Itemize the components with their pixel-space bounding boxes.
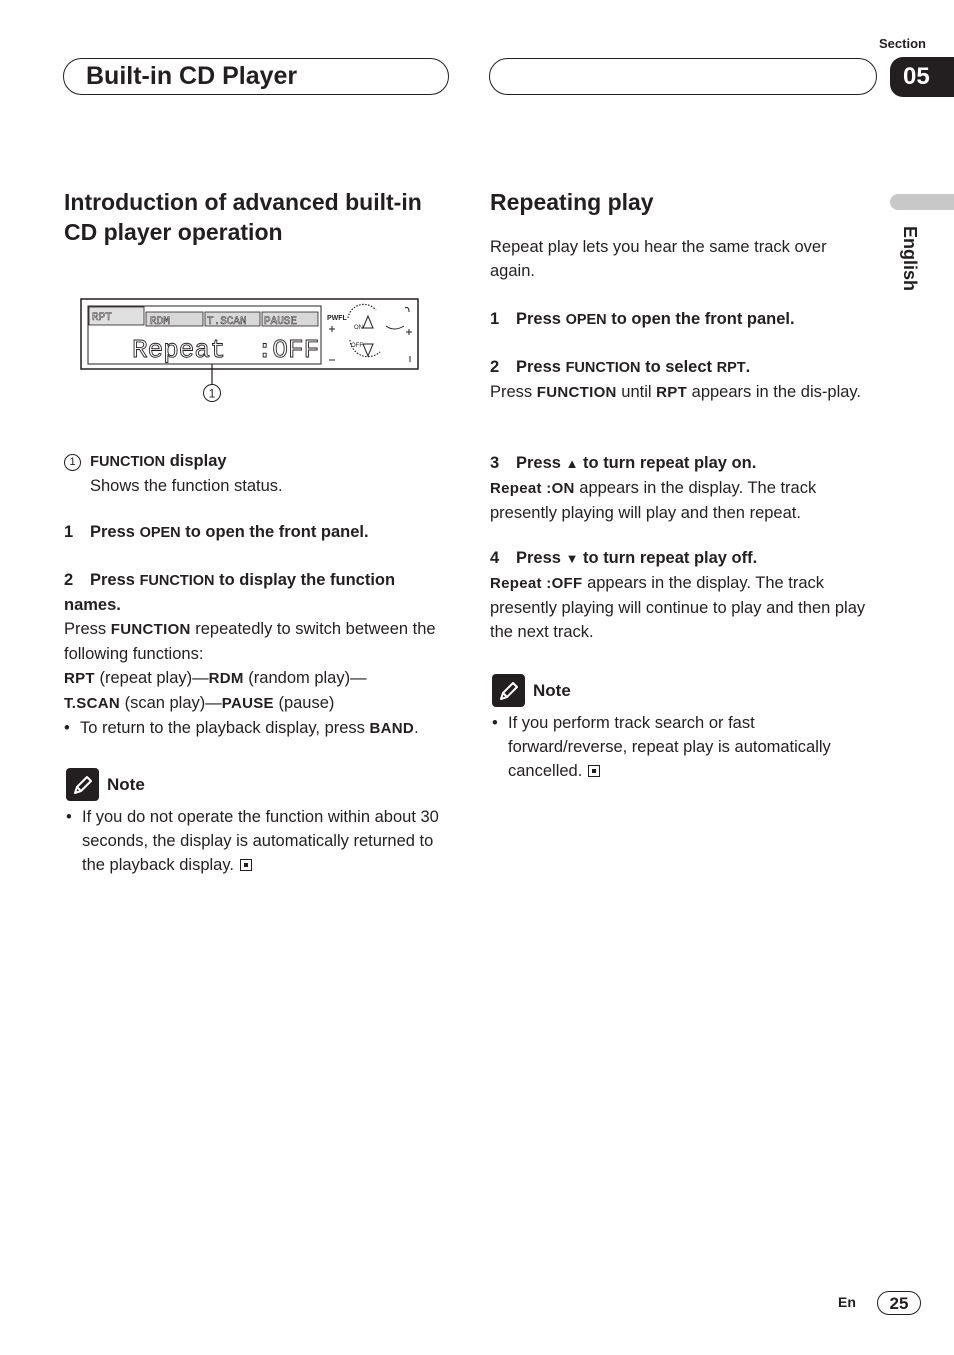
return-bullet-post: . [414,719,419,737]
note-pencil-icon [492,674,525,707]
note-pencil-icon [66,768,99,801]
right-step-4-num: 4 [490,549,500,567]
right-step-3-post: to turn repeat play on. [583,454,757,472]
indicator-rdm: RDM [150,316,170,328]
left-step-1 [64,520,454,545]
function-pause-desc: (pause) [278,694,335,712]
right-step-4-body-key: Repeat :OFF [490,575,583,592]
right-step-3-body-key: Repeat :ON [490,480,575,497]
down-arrow-icon: ▼ [565,551,579,566]
right-step-1-pre: Press [516,310,561,328]
right-note-text: If you perform track search or fast forward/reverse, repeat play is automatically cancelled. [508,714,831,780]
right-note-title: Note [533,680,571,700]
right-step-2-key: FUNCTION [565,360,641,376]
right-step-2-pre: Press [516,358,561,376]
page-number: 25 [877,1291,921,1315]
left-step-1-pre: Press [90,523,135,541]
dial-on-label: ON [354,325,363,331]
dial-up-arrow [363,316,373,328]
up-arrow-icon: ▲ [565,456,579,471]
chapter-title-pill [63,58,449,95]
dial-arc [348,304,376,318]
right-step-2-body-mid: until [621,383,652,401]
return-bullet: • To return to the playback display, press BAND. [64,719,419,737]
function-legend [64,449,454,498]
section-number-tab: 05 [890,57,954,97]
function-rdm-key: RDM [208,670,244,687]
left-step-2-post: to display the function names. [64,571,396,614]
section-label: Section [879,36,926,51]
right-heading [490,187,870,217]
end-mark-icon [588,765,600,777]
callout-number: 1 [208,386,216,401]
right-step-2 [490,355,870,405]
right-step-3-pre: Press [516,454,561,472]
left-step-2-body-pre: Press [64,620,107,638]
left-note-title: Note [107,774,145,794]
legend-title-rest: display [169,452,227,470]
left-step-2-pre: Press [90,571,135,589]
dial-off-label: OFF [351,343,363,349]
end-mark-icon [240,859,252,871]
language-tab [890,194,954,210]
right-step-2-key2: RPT [716,360,746,376]
right-step-2-num: 2 [490,358,500,376]
right-step-2-body-key: FUNCTION [536,384,617,401]
dial-down-arrow [363,344,373,356]
function-rpt-desc: (repeat play)— [99,669,209,687]
left-heading [64,187,454,247]
right-step-1 [490,307,870,332]
right-step-4-pre: Press [516,549,561,567]
right-step-4 [490,546,870,644]
right-step-2-body-post: appears in the dis-play. [691,383,862,401]
function-tscan-key: T.SCAN [64,695,120,712]
right-step-4-post: to turn repeat play off. [583,549,758,567]
right-heading-text: Repeating play [490,189,654,215]
empty-header-pill [489,58,877,95]
footer-lang: En [838,1294,856,1310]
right-step-2-post: . [745,358,751,376]
display-tick-a [405,308,409,313]
right-intro: Repeat play lets you hear the same track over again. [490,238,827,280]
right-step-1-key: OPEN [565,312,607,328]
function-pause-key: PAUSE [221,695,274,712]
right-step-2-mid: to select [645,358,713,376]
right-step-1-num: 1 [490,310,500,328]
legend-desc: Shows the function status. [90,477,283,495]
left-step-2 [64,568,456,741]
return-bullet-pre: To return to the playback display, press [80,719,365,737]
indicator-tscan: T.SCAN [207,316,247,328]
chapter-title: Built-in CD Player [86,62,298,90]
left-note: Note • If you do not operate the function within about 30 seconds, the display is automatically returned to the playback display. [66,768,456,877]
right-step-4-body-post: appears in the display. The track presently playing will continue to play and then play the next track. [490,574,866,641]
right-step-3 [490,451,870,525]
indicator-rpt: RPT [92,312,112,324]
left-step-1-num: 1 [64,523,74,541]
right-step-2-body-pre: Press [490,383,533,401]
left-heading-text: Introduction of advanced built-in CD player operation [64,189,422,245]
dial-curve [386,326,404,329]
legend-number: 1 [64,454,81,471]
left-step-1-post: to open the front panel. [185,523,369,541]
indicator-pause: PAUSE [264,316,298,328]
language-label: English [900,226,920,292]
right-note: Note • If you perform track search or fast forward/reverse, repeat play is automatically cancelled. [492,674,870,783]
left-step-2-body-post: repeatedly to switch between the following functions: [64,620,436,663]
function-rdm-desc: (random play)— [248,669,367,687]
right-step-1-post: to open the front panel. [611,310,795,328]
function-display-illustration [80,298,420,408]
legend-title-key: FUNCTION [90,454,166,470]
right-step-2-body-key2: RPT [656,384,688,401]
right-step-3-num: 3 [490,454,500,472]
pwfl-label: PWFL [327,315,347,322]
function-tscan-desc: (scan play)— [124,694,222,712]
left-step-1-key: OPEN [139,525,181,541]
left-step-2-num: 2 [64,571,74,589]
display-main-text: Repeat :OFF [132,335,320,365]
left-step-2-body-key: FUNCTION [110,621,191,638]
return-bullet-key: BAND [369,720,415,737]
right-step-3-body-post: appears in the display. The track presently playing will play and then repeat. [490,479,817,522]
left-note-text: If you do not operate the function within about 30 seconds, the display is automatically returned to the playback display. [82,808,439,874]
function-rpt-key: RPT [64,670,95,687]
left-step-2-key: FUNCTION [139,573,215,589]
